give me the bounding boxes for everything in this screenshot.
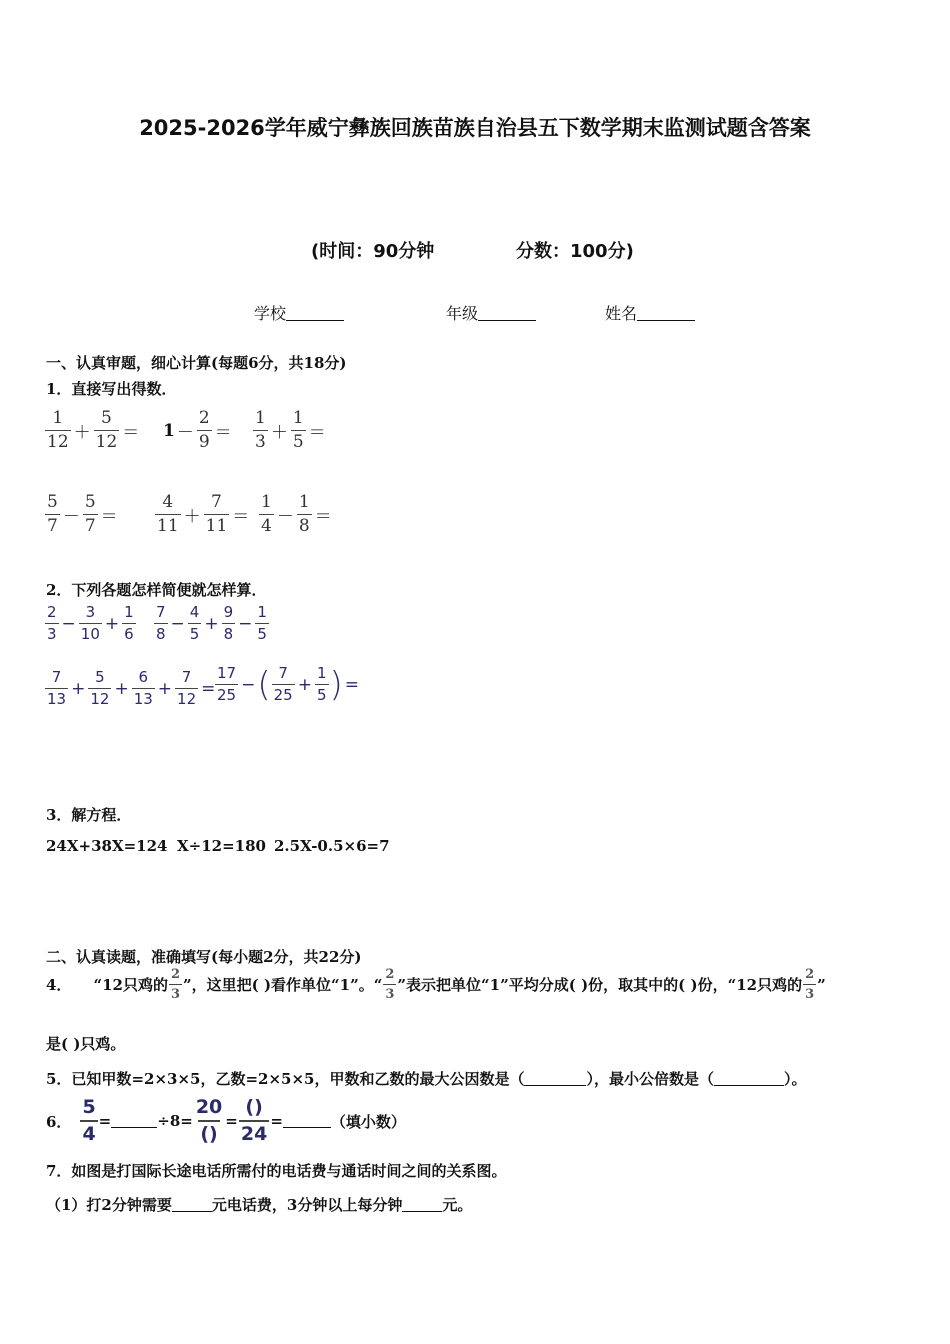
exam-score: 分数：100分) xyxy=(516,241,634,262)
q4-line1: 4． “12只鸡的 $\frac{2}{3}$ ”，这里把( )看作单位“1”。“ $\frac{2}{3}$ ”表示把单位“1”平均分成( )份，取其中的( )份，“12只鸡的 $\frac{2}{3}$ ” xyxy=(46,967,826,1002)
section2-heading: 二、认真读题，准确填写(每小题2分，共22分) xyxy=(46,948,362,966)
equation-3: 2.5X-0.5×6=7 xyxy=(274,837,390,855)
q2-expr-1: $\frac{2}{3}$ − $\frac{3}{10}$ + $\frac{1}{6}$ xyxy=(47,603,134,643)
q5-blank-lcm[interactable] xyxy=(714,1072,784,1086)
q1-expr-5: $\frac{4}{11}$ ＋ $\frac{7}{11}$ ＝ xyxy=(157,492,250,536)
q2-expr-4: $\frac{17}{25}$ − ( $\frac{7}{25}$ + $\frac{1}{5}$ ) = xyxy=(217,664,360,705)
q4-fraction-3: $\frac{2}{3}$ xyxy=(805,967,815,1002)
name-label: 姓名 xyxy=(605,304,638,323)
q6-blank-1[interactable] xyxy=(111,1114,157,1128)
q5: 5．已知甲数=2×3×5，乙数=2×5×5，甲数和乙数的最大公因数是（ ），最小公倍数是（ ）。 xyxy=(46,1070,807,1088)
q1-expr-3: $\frac{1}{3}$ ＋ $\frac{1}{5}$ ＝ xyxy=(255,408,326,452)
q1-label: 1．直接写出得数． xyxy=(46,380,177,398)
q2-expr-2: $\frac{7}{8}$ − $\frac{4}{5}$ + $\frac{9}{8}$ − $\frac{1}{5}$ xyxy=(156,603,267,643)
name-field[interactable] xyxy=(605,301,695,324)
q7-sub1: （1）打2分钟需要 元电话费，3分钟以上每分钟 元。 xyxy=(46,1196,473,1214)
grade-label: 年级 xyxy=(446,304,479,323)
q4-number: 4． xyxy=(46,976,72,994)
q1-expr-1: $\frac{1}{12}$ ＋ $\frac{5}{12}$ ＝ xyxy=(47,408,140,452)
q4-line2: 是( )只鸡。 xyxy=(46,1035,126,1053)
q7-blank-2[interactable] xyxy=(402,1198,442,1212)
q6-fraction-5-4: $\frac{5}{4}$ xyxy=(82,1096,96,1145)
q2-label: 2．下列各题怎样简便就怎样算． xyxy=(46,581,267,599)
name-blank[interactable] xyxy=(637,306,695,321)
q6-blank-2[interactable] xyxy=(283,1114,331,1128)
section1-heading: 一、认真审题，细心计算(每题6分，共18分) xyxy=(46,354,347,372)
q4-fraction-2: $\frac{2}{3}$ xyxy=(385,967,395,1002)
q5-blank-gcd[interactable] xyxy=(524,1072,586,1086)
q6: 6． $\frac{5}{4}$ = ÷8= $\frac{20}{()}$ = $\frac{()}{24}$ = （填小数） xyxy=(46,1096,406,1145)
q1-expr-4: $\frac{5}{7}$ － $\frac{5}{7}$ ＝ xyxy=(47,492,118,536)
q2-expr-3: $\frac{7}{13}$ + $\frac{5}{12}$ + $\frac{6}{13}$ + $\frac{7}{12}$ = xyxy=(47,668,216,708)
school-label: 学校 xyxy=(254,304,287,323)
q7-label: 7．如图是打国际长途电话所需付的电话费与通话时间之间的关系图。 xyxy=(46,1162,507,1180)
school-blank[interactable] xyxy=(286,306,344,321)
document-title: 2025-2026学年威宁彝族回族苗族自治县五下数学期末监测试题含答案 xyxy=(139,116,811,140)
q1-expr-6: $\frac{1}{4}$ － $\frac{1}{8}$ ＝ xyxy=(261,492,332,536)
equation-2: X÷12=180 xyxy=(177,837,266,855)
q3-label: 3．解方程． xyxy=(46,806,132,824)
exam-time: (时间：90分钟 xyxy=(311,241,435,262)
grade-field[interactable] xyxy=(446,301,536,324)
q4-fraction-1: $\frac{2}{3}$ xyxy=(170,967,180,1002)
q6-fraction-20: $\frac{20}{()}$ xyxy=(195,1096,223,1145)
q7-blank-1[interactable] xyxy=(172,1198,212,1212)
q6-fraction-24: $\frac{()}{24}$ xyxy=(240,1096,268,1145)
school-field[interactable] xyxy=(254,301,344,324)
equation-1: 24X+38X=124 xyxy=(46,837,168,855)
grade-blank[interactable] xyxy=(478,306,536,321)
q1-expr-2: 1 － $\frac{2}{9}$ ＝ xyxy=(163,408,232,452)
